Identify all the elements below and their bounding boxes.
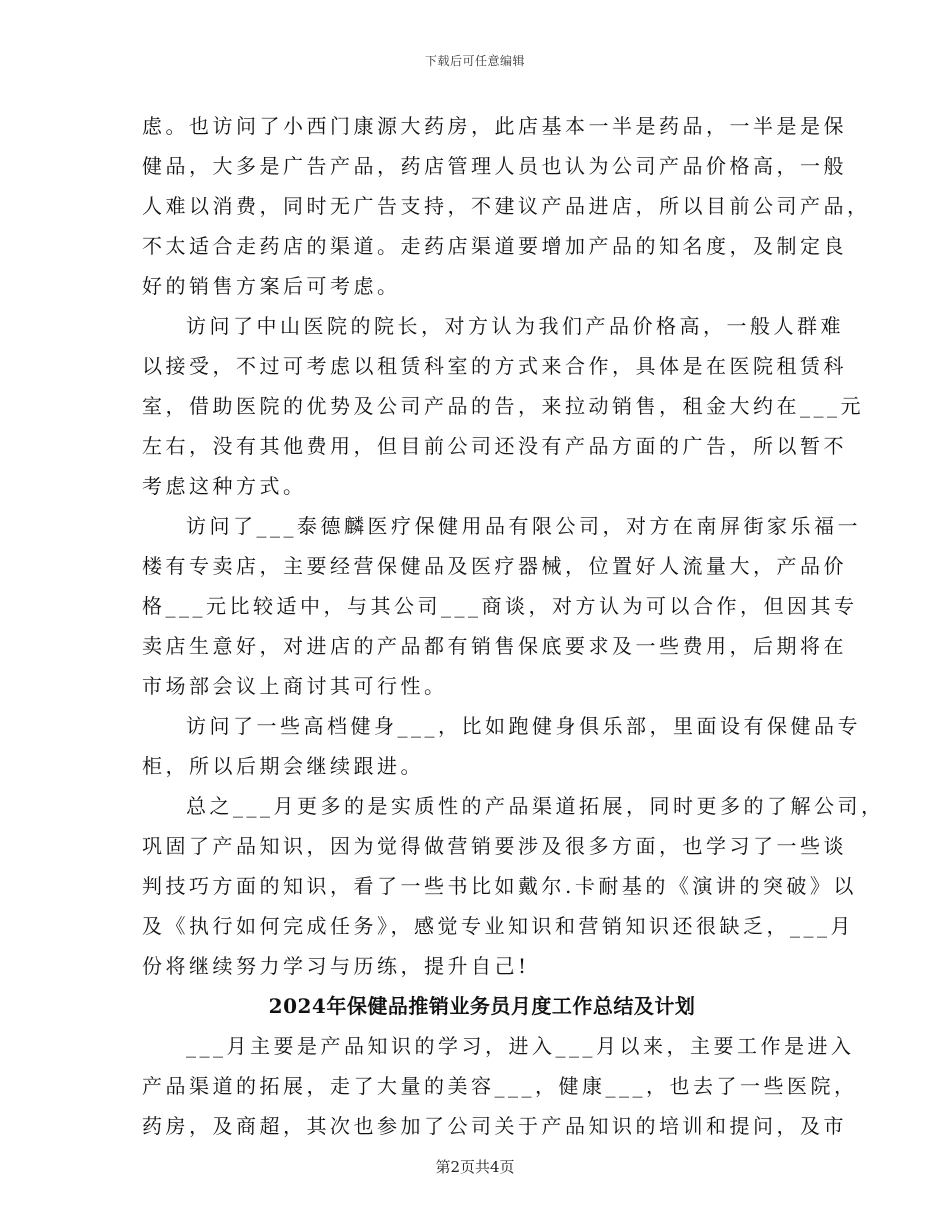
text-line: 药房，及商超，其次也参加了公司关于产品知识的培训和提问，及市 bbox=[142, 1114, 847, 1138]
text-line: 产品渠道的拓展，走了大量的美容___，健康___，也去了一些医院， bbox=[142, 1074, 858, 1098]
text-line: 以接受，不过可考虑以租赁科室的方式来合作，具体是在医院租赁科 bbox=[142, 354, 847, 378]
page-number: 第2页共4页 bbox=[435, 1158, 515, 1176]
text-line: 卖店生意好，对进店的产品都有销售保底要求及一些费用，后期将在 bbox=[142, 634, 847, 658]
text-line: 柜，所以后期会继续跟进。 bbox=[142, 754, 424, 778]
text-line: 巩固了产品知识，因为觉得做营销要涉及很多方面，也学习了一些谈 bbox=[142, 834, 847, 858]
text-line: 左右，没有其他费用，但目前公司还没有产品方面的广告，所以暂不 bbox=[142, 434, 847, 458]
text-line: 健品，大多是广告产品，药店管理人员也认为公司产品价格高，一般 bbox=[142, 154, 847, 178]
text-line: 室，借助医院的优势及公司产品的告，来拉动销售，租金大约在___元 bbox=[142, 394, 864, 418]
text-line: 虑。也访问了小西门康源大药房，此店基本一半是药品，一半是是保 bbox=[142, 114, 847, 138]
text-line: 市场部会议上商讨其可行性。 bbox=[142, 674, 448, 698]
section-title: 2024年保健品推销业务员月度工作总结及计划 bbox=[268, 994, 696, 1018]
text-line: 考虑这种方式。 bbox=[142, 474, 307, 498]
paragraph-start: 访问了一些高档健身___，比如跑健身俱乐部，里面设有保健品专 bbox=[186, 714, 861, 738]
text-line: 楼有专卖店，主要经营保健品及医疗器械，位置好人流量大，产品价 bbox=[142, 554, 847, 578]
text-line: 判技巧方面的知识，看了一些书比如戴尔.卡耐基的《演讲的突破》以 bbox=[142, 874, 857, 898]
paragraph-start: 访问了中山医院的院长，对方认为我们产品价格高，一般人群难 bbox=[186, 314, 844, 338]
text-line: 及《执行如何完成任务》，感觉专业知识和营销知识还很缺乏，___月 bbox=[142, 914, 854, 938]
document-body bbox=[142, 106, 885, 1146]
paragraph-start: 访问了___泰德麟医疗保健用品有限公司，对方在南屏街家乐福一 bbox=[186, 514, 861, 538]
text-line: 人难以消费，同时无广告支持，不建议产品进店，所以目前公司产品， bbox=[142, 194, 871, 218]
text-line: 不太适合走药店的渠道。走药店渠道要增加产品的知名度，及制定良 bbox=[142, 234, 847, 258]
paragraph-start: 总之___月更多的是实质性的产品渠道拓展，同时更多的了解公司， bbox=[186, 794, 885, 818]
text-line: 好的销售方案后可考虑。 bbox=[142, 274, 401, 298]
text-line: 格___元比较适中，与其公司___商谈，对方认为可以合作，但因其专 bbox=[142, 594, 858, 618]
page-header: 下载后可任意编辑 bbox=[424, 54, 525, 68]
paragraph-start: ___月主要是产品知识的学习，进入___月以来，主要工作是进入 bbox=[186, 1034, 855, 1058]
text-line: 份将继续努力学习与历练，提升自己! bbox=[142, 954, 530, 978]
